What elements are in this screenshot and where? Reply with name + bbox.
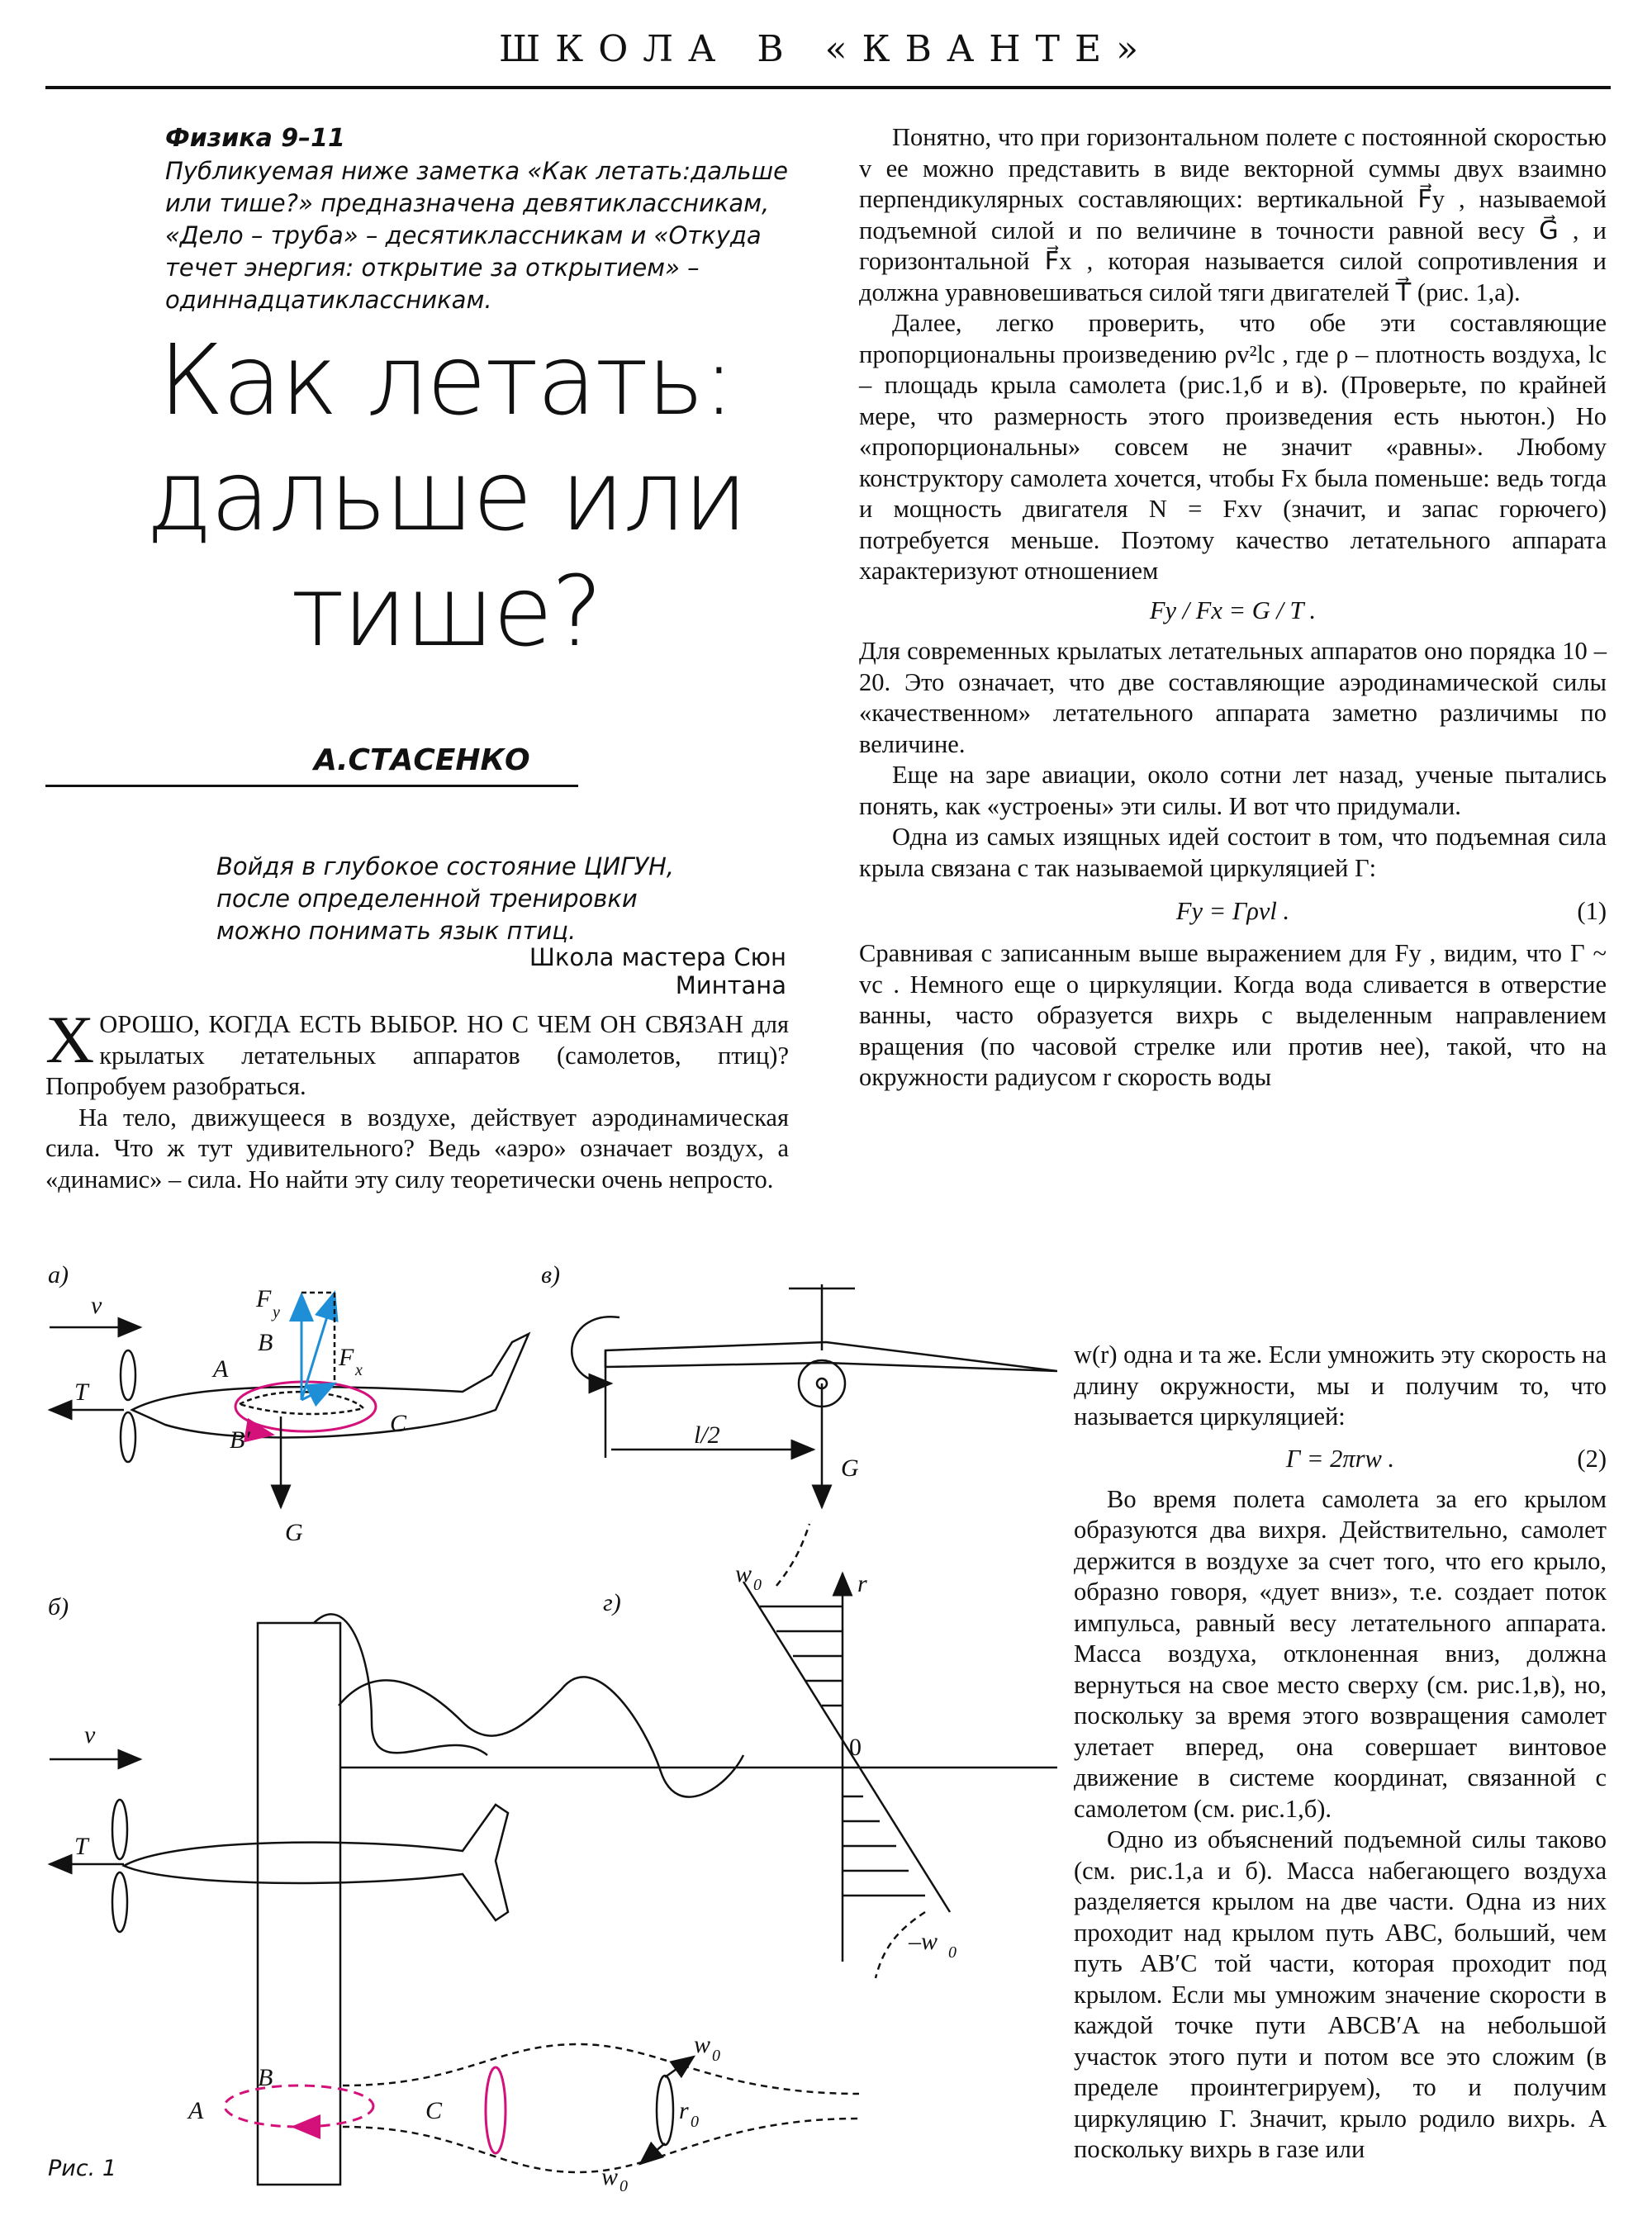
label-w0-top: w <box>694 2031 711 2058</box>
propeller-blade-bottom <box>121 1412 135 1462</box>
label-C-b: C <box>425 2097 443 2124</box>
title-line-1: Как летать: <box>158 323 734 437</box>
panel-g <box>603 1524 957 1978</box>
wing-top-view <box>258 1623 340 2185</box>
equation-ratio: Fy / Fx = G / T . <box>1149 596 1317 624</box>
equation-1-row <box>859 884 1607 938</box>
circulation-loop-b <box>225 2086 373 2127</box>
wing-front-view <box>605 1342 1057 1371</box>
equation-1: Fy = Γρvl . <box>1175 897 1290 925</box>
fuselage-top-view <box>124 1805 508 1920</box>
epigraph <box>216 851 674 947</box>
paragraph-2: На тело, движущееся в воздухе, действует аэродинамическая сила. Что ж тут удивительного? Ведь «аэро» означает воздух, а «динамис» – сила. Но найти эту силу теоретически очень непросто. <box>45 1103 789 1193</box>
intro-note: Публикуемая ниже заметка «Как летать:дальше или тише?» предназначена девятиклассникам, «Дело – труба» – десятиклассникам и «Откуда течет энергия: открытие за открытием» – одиннадцатиклассникам. <box>165 157 788 314</box>
epigraph-line-2: после определенной тренировки <box>216 885 638 913</box>
propeller-blade-top <box>121 1350 135 1400</box>
label-v-b: v <box>84 1721 96 1749</box>
label-G-v: G <box>841 1454 859 1482</box>
label-r0: r <box>679 2097 689 2124</box>
paragraph-5: Для современных крылатых летательных аппаратов оно порядка 10 – 20. Это означает, что две составляющие аэродинамической силы «качественном» летательного аппарата заметно различимы по величине. <box>859 637 1607 758</box>
paragraph-8: Сравнивая с записанным выше выражением для Fy , видим, что Γ ~ vc . Немного еще о циркуляции. Когда вода сливается в отверстие ванны, часто образуется вихрь с выделенным направлением вращения (по часовой стрелке или против нее), такой, что на окружности радиусом r скорость воды <box>859 939 1607 1091</box>
equation-2-row <box>1074 1433 1607 1484</box>
paragraph-4: Далее, легко проверить, что обе эти составляющие пропорциональны произведению ρv²lc , где ρ – плотность воздуха, lc – площадь крыла самолета (рис.1,б и в). (Проверьте, по крайней мере, что размерность этого произведения есть ньютон.) Но «пропорциональны» совсем не значит «равны». Любому конструктору самолета хочется, чтобы Fx была поменьше: ведь тогда и мощность двигателя N = Fxv (значит, и запас горючего) потребуется меньше. Поэтому качество летательного аппарата характеризуют отношением <box>859 309 1607 585</box>
label-G-a: G <box>285 1519 303 1546</box>
label-minus-w0-sub: 0 <box>948 1943 957 1962</box>
label-Fy-sub: y <box>273 1303 280 1322</box>
paragraph-7: Одна из самых изящных идей состоит в том, что подъемная сила крыла связана с так называемой циркуляцией Γ: <box>859 823 1607 882</box>
column-right-text-lower <box>1074 1340 1607 2166</box>
label-r0-sub: 0 <box>691 2113 699 2131</box>
figure-caption: Рис. 1 <box>48 2156 117 2181</box>
paragraph-10: Одно из объяснений подъемной силы таково (см. рис.1,а и б). Масса набегающего воздуха разделяется крылом на две части. Одна из них проходит над крылом путь ABC, больший, чем путь AB′C той части, которая проходит под крылом. Если мы умножим значение скорости в каждой точке пути ABCB′A на небольшой участок этого пути и потом все это сложим (в пределе проинтегрируем), то и получим циркуляцию Γ. Значит, крыло родило вихрь. А поскольку вихрь в газе или <box>1074 1825 1607 2163</box>
panel-v-label: в) <box>541 1261 561 1288</box>
label-B-a: B <box>258 1329 273 1356</box>
helix-line-2 <box>339 1677 743 1796</box>
propeller-bottom-b <box>112 1872 127 1932</box>
epigraph-source: Школа мастера Сюн Минтана <box>529 943 786 999</box>
equation-2-number: (2) <box>1577 1444 1607 1473</box>
label-Fx-sub: x <box>355 1361 363 1379</box>
label-A-a: A <box>213 1355 229 1383</box>
column-left-text <box>45 1002 789 1195</box>
label-w0-g: w <box>735 1560 752 1587</box>
label-r-g: r <box>857 1570 867 1597</box>
w0-arrow-bottom <box>640 2143 665 2164</box>
label-T-a: T <box>74 1378 88 1406</box>
figure-1 <box>33 1260 1057 2193</box>
label-Fx: F <box>339 1344 354 1371</box>
label-C-a: C <box>390 1410 407 1437</box>
paragraph-1: ОРОШО, КОГДА ЕСТЬ ВЫБОР. НО С ЧЕМ ОН СВЯЗАН для крылатых летательных аппаратов (самолетов, птиц)? Попробуем разобраться. <box>45 1010 789 1100</box>
label-Bp-a: B′ <box>230 1426 250 1454</box>
streamline-top <box>343 2044 859 2094</box>
column-right-text <box>859 122 1607 1094</box>
label-zero: 0 <box>849 1734 862 1761</box>
equation-1-number: (1) <box>1577 897 1607 925</box>
title-line-2: дальше или <box>145 439 747 553</box>
subject-line: Физика 9–11 <box>165 124 345 153</box>
paragraph-9: Во время полета самолета за его крылом образуются два вихря. Действительно, самолет держится в воздухе за счет того, что его крыло, образно говоря, «дует вниз», т.е. создает поток импульса, равный весу летательного аппарата. Масса воздуха, отклоненная вниз, должна вернуться на свое место сверху (см. рис.1,в), но, поскольку за время этого возвращения самолет улетает вперед, она совершает винтовое движение в системе координат, связанной с самолетом (см. рис.1,б). <box>1074 1484 1607 1823</box>
profile-tail-top <box>776 1524 809 1586</box>
equation-2: Γ = 2πrw . <box>1285 1444 1395 1473</box>
velocity-profile-line <box>743 1582 950 1912</box>
vortex-ring-b <box>486 2067 506 2153</box>
vortex-ring-end <box>657 2076 673 2145</box>
author: А.СТАСЕНКО <box>314 743 530 777</box>
panel-a <box>48 1261 529 1546</box>
label-w0-g-sub: 0 <box>753 1576 762 1594</box>
panel-g-label: г) <box>603 1589 621 1616</box>
label-minus-w0: –w <box>909 1928 938 1955</box>
label-w0-top-sub: 0 <box>712 2047 720 2065</box>
label-l2: l/2 <box>694 1421 720 1449</box>
panel-a-label: а) <box>48 1261 69 1288</box>
label-w0-bottom: w <box>601 2163 619 2190</box>
label-Fy: F <box>256 1285 272 1312</box>
label-v-a: v <box>91 1292 102 1319</box>
author-rule <box>45 785 578 787</box>
label-T-b: T <box>74 1833 88 1860</box>
label-B-b: B <box>258 2064 273 2091</box>
header-rule <box>45 86 1611 89</box>
circulation-arrow-a <box>248 1431 273 1435</box>
epigraph-line-1: Войдя в глубокое состояние ЦИГУН, <box>216 852 675 880</box>
label-w0-bottom-sub: 0 <box>620 2177 628 2193</box>
paragraph-3: Понятно, что при горизонтальном полете с постоянной скоростью v ее можно представить в виде векторной суммы двух взаимно перпендикулярных составляющих: вертикальной F⃗y , называемой подъемной силой и по величине в точности равной весу G⃗ , и горизонтальной F⃗x , которая называется силой сопротивления и должна уравновешиваться силой тяги двигателей T⃗ (рис. 1,а). <box>859 123 1607 306</box>
running-header: ШКОЛА В «КВАНТЕ» <box>498 28 1154 70</box>
label-A-b: A <box>188 2097 204 2124</box>
propeller-top-b <box>112 1800 127 1859</box>
drop-cap: Х <box>45 1002 95 1077</box>
epigraph-line-3: можно понимать язык птиц. <box>216 917 577 945</box>
title-line-3: тише? <box>291 554 601 668</box>
panel-b <box>48 1593 1057 2193</box>
paragraph-8-cont: w(r) одна и та же. Если умножить эту скорость на длину окружности, мы и получим то, что называется циркуляцией: <box>1074 1341 1607 1431</box>
w0-arrow-top <box>665 2057 694 2077</box>
paragraph-6: Еще на заре авиации, около сотни лет назад, ученые пытались понять, как «устроены» эти силы. И вот что придумали. <box>859 761 1607 820</box>
panel-b-label: б) <box>48 1593 69 1620</box>
panel-v <box>541 1261 1057 1507</box>
article-title <box>83 322 809 669</box>
